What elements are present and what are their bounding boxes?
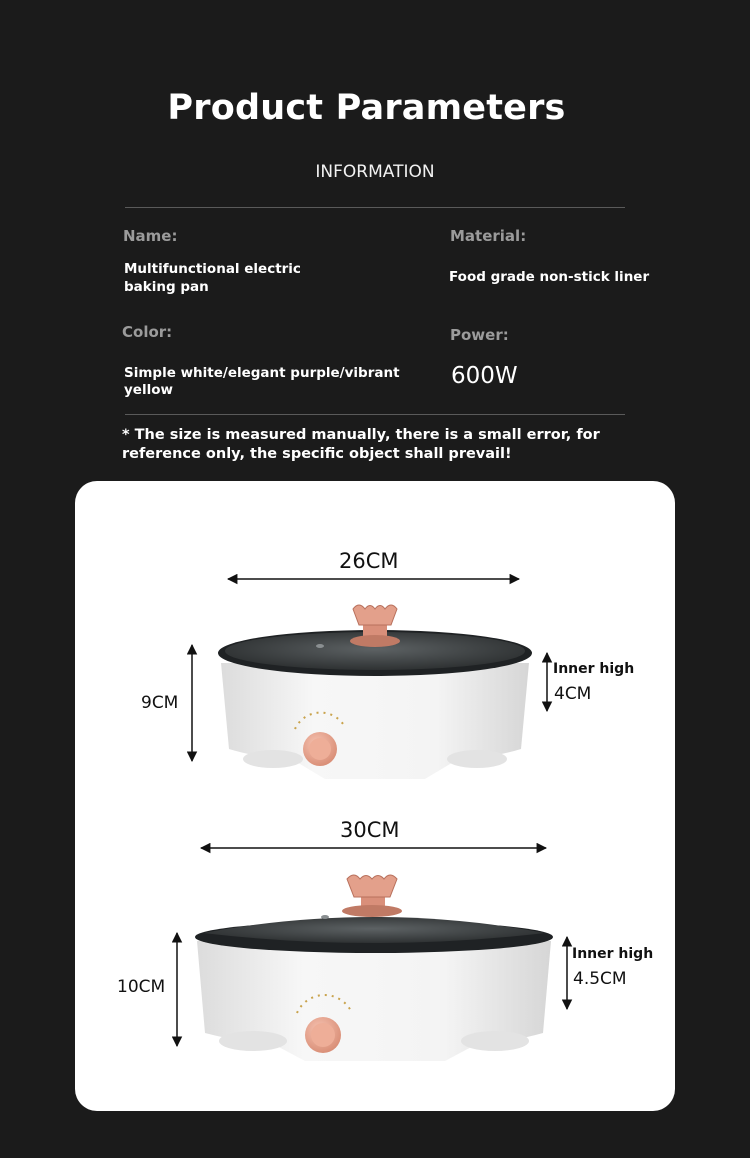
name-label: Name: xyxy=(123,227,178,245)
divider-top xyxy=(125,207,625,208)
divider-bottom xyxy=(125,414,625,415)
color-value-line2: yellow xyxy=(124,382,173,398)
pan-26cm-illustration xyxy=(192,579,547,779)
material-label: Material: xyxy=(450,227,527,245)
width-label-26: 26CM xyxy=(339,549,399,573)
pan-30cm-illustration xyxy=(177,848,567,1061)
name-value-line2: baking pan xyxy=(124,279,209,295)
power-label: Power: xyxy=(450,326,509,344)
height-label-9: 9CM xyxy=(141,693,179,713)
section-subtitle: INFORMATION xyxy=(315,162,435,182)
power-value: 600W xyxy=(451,363,518,389)
height-label-10: 10CM xyxy=(117,977,166,997)
inner-high-value-1: 4CM xyxy=(554,684,592,704)
width-label-30: 30CM xyxy=(340,818,400,842)
inner-high-value-2: 4.5CM xyxy=(573,969,627,989)
page-title: Product Parameters xyxy=(167,88,566,128)
name-value-line1: Multifunctional electric xyxy=(124,261,301,277)
color-label: Color: xyxy=(122,323,173,341)
color-value-line1: Simple white/elegant purple/vibrant xyxy=(124,365,400,381)
inner-high-caption-1: Inner high xyxy=(553,661,635,677)
product-dimensions-card xyxy=(75,481,675,1111)
inner-high-caption-2: Inner high xyxy=(572,946,654,962)
dimension-arrows-and-pans xyxy=(75,481,675,1111)
measurement-note xyxy=(122,426,642,463)
note-line1: * The size is measured manually, there is a small error, for xyxy=(122,427,600,443)
note-line2: reference only, the specific object shall prevail! xyxy=(122,445,512,462)
material-value: Food grade non-stick liner xyxy=(449,269,650,285)
